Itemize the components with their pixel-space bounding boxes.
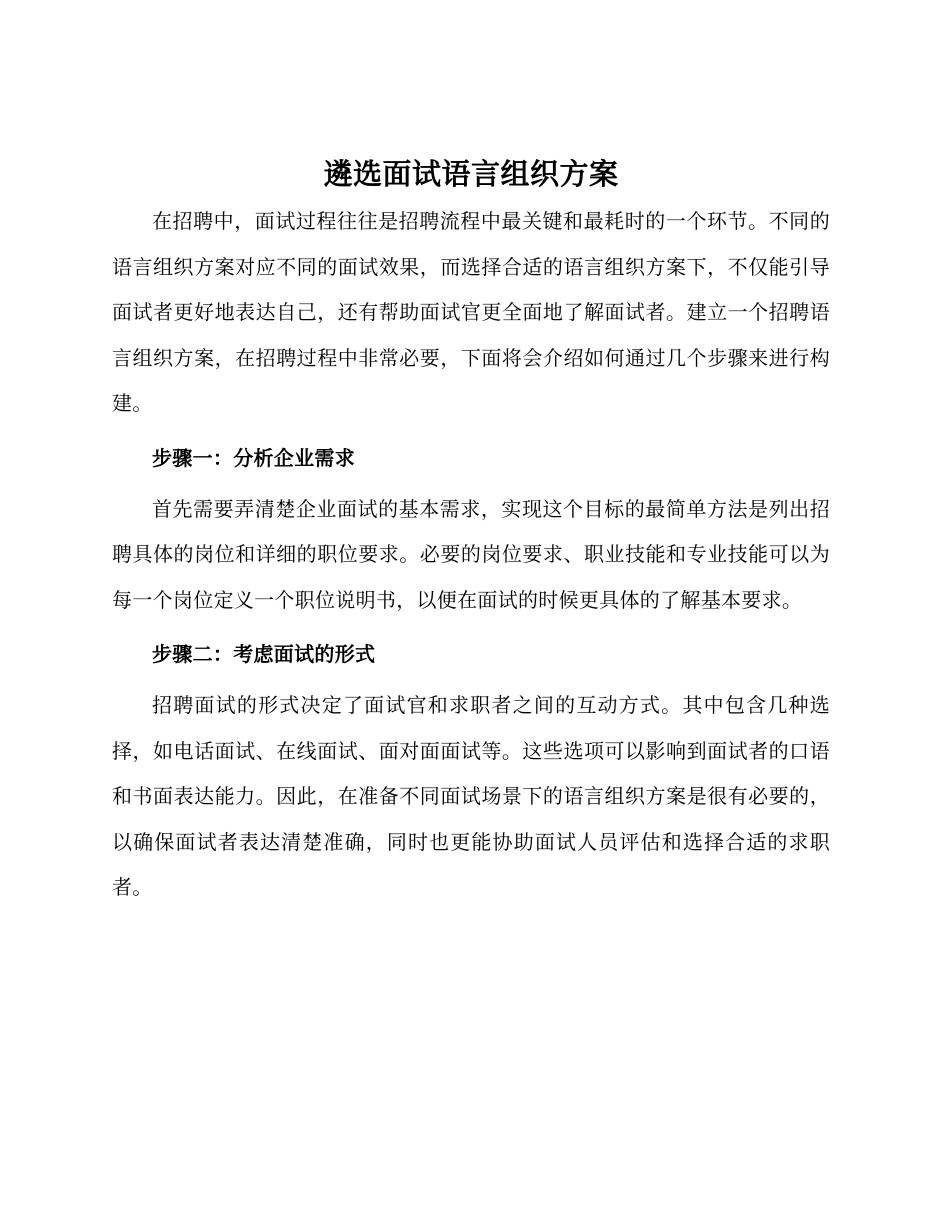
- section-heading-step-2: 步骤二：考虑面试的形式: [152, 642, 376, 666]
- section-body-step-2: 招聘面试的形式决定了面试官和求职者之间的互动方式。其中包含几种选择，如电话面试、在线面试、面对面面试等。这些选项可以影响到面试者的口语和书面表达能力。因此，在准备不同面试场景下的语言组织方案是很有必要的，以确保面试者表达清楚准确，同时也更能协助面试人员评估和选择合适的求职者。: [112, 693, 830, 899]
- section-heading-step-1: 步骤一：分析企业需求: [152, 445, 355, 470]
- document-page: [112, 150, 830, 911]
- intro-paragraph: 在招聘中，面试过程往往是招聘流程中最关键和最耗时的一个环节。不同的语言组织方案对应不同的面试效果，而选择合适的语言组织方案下，不仅能引导面试者更好地表达自己，还有帮助面试官更全面地了解面试者。建立一个招聘语言组织方案，在招聘过程中非常必要，下面将会介绍如何通过几个步骤来进行构建。: [112, 209, 830, 415]
- section-body-step-1: 首先需要弄清楚企业面试的基本需求，实现这个目标的最简单方法是列出招聘具体的岗位和详细的职位要求。必要的岗位要求、职业技能和专业技能可以为每一个岗位定义一个职位说明书，以便在面试的时候更具体的了解基本要求。: [112, 496, 830, 612]
- document-title: 遴选面试语言组织方案: [323, 157, 619, 191]
